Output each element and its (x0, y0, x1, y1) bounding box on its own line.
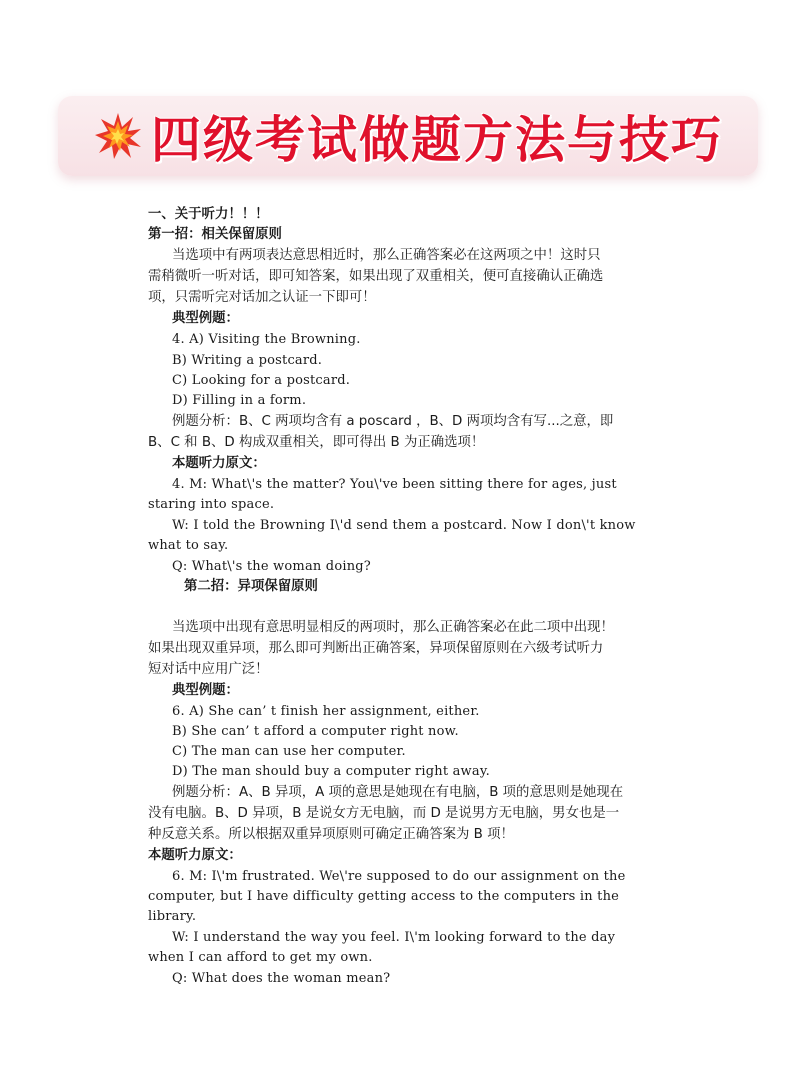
analysis-line: 例题分析：A、B 异项，A 项的意思是她现在有电脑，B 项的意思则是她现在 (172, 785, 624, 800)
transcript-line: W: I understand the way you feel. I\'m looking forward to the day (172, 930, 616, 945)
analysis-line: 没有电脑。B、D 异项，B 是说女方无电脑，而 D 是说男方无电脑，男女也是一 (148, 806, 620, 821)
transcript-line: Q: What does the woman mean? (172, 971, 391, 986)
paragraph-line: 如果出现双重异项，那么即可判断出正确答案，异项保留原则在六级考试听力 (148, 641, 604, 656)
transcript-line: W: I told the Browning I\'d send them a postcard. Now I don\'t know (172, 518, 636, 533)
option-line: D) The man should buy a computer right away. (172, 764, 490, 779)
transcript-line: staring into space. (148, 497, 275, 512)
transcript-line: 4. M: What\'s the matter? You\'ve been sitting there for ages, just (172, 477, 617, 492)
transcript-line: computer, but I have difficulty getting access to the computers in the (148, 889, 620, 904)
page-title: 四级考试做题方法与技巧 (151, 111, 723, 169)
paragraph-line: 项，只需听完对话加之认证一下即可！ (148, 290, 376, 305)
transcript-line: 6. M: I\'m frustrated. We\'re supposed to do our assignment on the (172, 869, 626, 884)
transcript-line: when I can afford to get my own. (148, 950, 373, 965)
example-heading: 典型例题： (172, 683, 239, 698)
option-line: C) Looking for a postcard. (172, 373, 351, 388)
option-line: 4. A) Visiting the Browning. (172, 332, 361, 347)
option-line: B) Writing a postcard. (172, 353, 323, 368)
transcript-heading: 本题听力原文： (172, 456, 266, 471)
paragraph-line: 需稍微听一听对话，即可知答案，如果出现了双重相关，便可直接确认正确选 (148, 269, 604, 284)
analysis-line: 种反意关系。所以根据双重异项原则可确定正确答案为 B 项！ (148, 827, 514, 842)
analysis-line: B、C 和 B、D 构成双重相关，即可得出 B 为正确选项！ (148, 435, 485, 450)
option-line: D) Filling in a form. (172, 393, 307, 408)
transcript-line: what to say. (148, 538, 229, 553)
transcript-line: library. (148, 909, 197, 924)
transcript-line: Q: What\'s the woman doing? (172, 559, 371, 574)
technique-heading: 第一招：相关保留原则 (148, 227, 282, 242)
technique-heading: 第二招：异项保留原则 (184, 579, 318, 594)
explosion-icon (93, 111, 143, 161)
option-line: 6. A) She can’ t finish her assignment, either. (172, 704, 480, 719)
title-banner (58, 96, 758, 176)
example-heading: 典型例题： (172, 311, 239, 326)
paragraph-line: 短对话中应用广泛！ (148, 662, 269, 677)
transcript-heading: 本题听力原文： (148, 848, 242, 863)
option-line: C) The man can use her computer. (172, 744, 406, 759)
option-line: B) She can’ t afford a computer right now. (172, 724, 459, 739)
paragraph-line: 当选项中出现有意思明显相反的两项时，那么正确答案必在此二项中出现！ (172, 620, 614, 635)
section-heading: 一、关于听力！！！ (148, 207, 269, 222)
paragraph-line: 当选项中有两项表达意思相近时，那么正确答案必在这两项之中！这时只 (172, 248, 601, 263)
analysis-line: 例题分析：B、C 两项均含有 a poscard ，B、D 两项均含有写...之意，即 (172, 414, 614, 429)
